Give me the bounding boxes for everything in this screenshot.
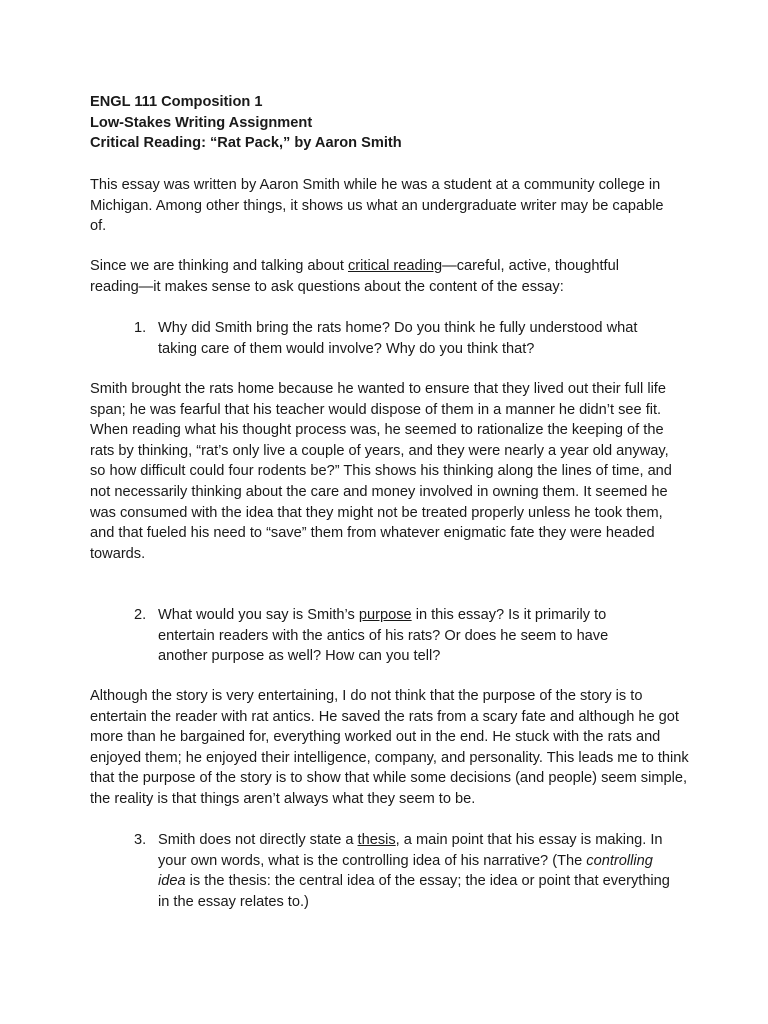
- question-3-number: 3.: [134, 832, 147, 848]
- assignment-type: Low-Stakes Writing Assignment: [90, 114, 313, 131]
- critical-reading-before: Since we are thinking and talking about: [90, 258, 348, 274]
- intro-paragraph: This essay was written by Aaron Smith while he was a student at a community college in Michigan. Among other things, it shows us what an undergraduate writer may be capable of.: [90, 177, 664, 235]
- question-2-number: 2.: [134, 607, 147, 623]
- question-1-text: Why did Smith bring the rats home? Do you think he fully understood what taking care of them would involve? Why do you think that?: [158, 320, 638, 357]
- question-2-before: What would you say is Smith’s: [158, 607, 359, 623]
- question-3-after: is the thesis: the central idea of the essay; the idea or point that everything in the essay relates to.): [158, 873, 670, 910]
- critical-reading-paragraph: [90, 256, 660, 297]
- question-1-number: 1.: [134, 320, 147, 336]
- question-3-text: [158, 830, 678, 912]
- critical-reading-term: critical reading: [348, 258, 443, 274]
- question-2-after: in this essay? Is it primarily to entertain readers with the antics of his rats? Or does he seem to have another purpose as well? How can you tell?: [158, 607, 609, 665]
- question-3-italic: controlling idea: [158, 852, 653, 890]
- question-3-term: thesis: [357, 832, 396, 848]
- answer-2-paragraph: Although the story is very entertaining, I do not think that the purpose of the story is to entertain the reader with rat antics. He saved the rats from a scary fate and although he got more than he bargained for, everything worked out in the end. He stuck with the rats and enjoyed them; he enjoyed their intelligence, company, and personality. This leads me to think that the purpose of the story is to show that while some decisions (and people) seem simple, the reality is that things aren’t always what they seem to be.: [90, 688, 689, 807]
- document-title: Critical Reading: “Rat Pack,” by Aaron Smith: [90, 135, 402, 152]
- document-header: [90, 92, 402, 154]
- question-2-text: [158, 605, 638, 667]
- course-title: ENGL 111 Composition 1: [90, 94, 263, 110]
- question-3-before: Smith does not directly state a: [158, 832, 358, 848]
- answer-1-paragraph: Smith brought the rats home because he wanted to ensure that they lived out their full life span; he was fearful that his teacher would dispose of them in a manner he didn’t see fit. When reading what his thought process was, he seemed to rationalize the keeping of the rats by thinking, “rat’s only live a couple of years, and they were nearly a year old anyway, so how difficult could four rodents be?” This shows his thinking along the lines of time, and not necessarily thinking about the care and money involved in owning them. It seemed he was consumed with the idea that they might not be treated properly unless he took them, and that fueled his need to “save” them from whatever enigmatic fate they were headed towards.: [90, 381, 672, 562]
- critical-reading-after: —careful, active, thoughtful reading—it makes sense to ask questions about the content of the essay:: [90, 258, 619, 295]
- question-2-term: purpose: [358, 607, 412, 623]
- question-3-middle: , a main point that his essay is making. In your own words, what is the controlling idea of his narrative? (The: [158, 832, 663, 869]
